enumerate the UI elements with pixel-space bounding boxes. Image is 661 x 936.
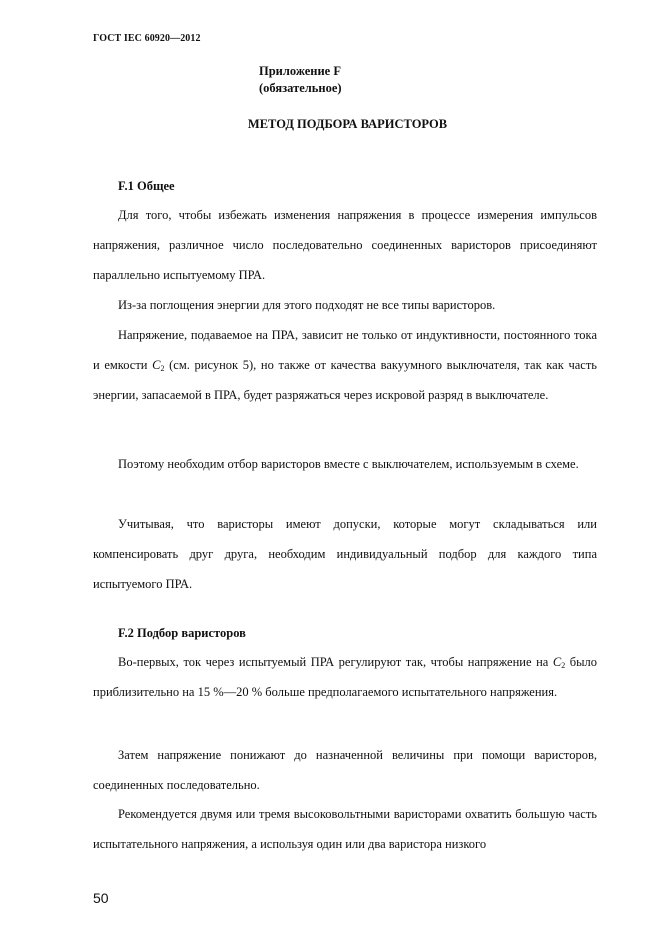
paragraph (93, 321, 597, 410)
document-title: МЕТОД ПОДБОРА ВАРИСТОРОВ (247, 117, 448, 131)
text-fragment: Напряжение, подаваемое на ПРА, зависит не только от индуктивности, постоянного тока и емкости (93, 328, 597, 372)
appendix-label: Приложение F (259, 64, 341, 78)
page-number: 50 (93, 890, 109, 906)
text-fragment: было приблизительно на 15 %—20 % больше предполагаемого испытательного напряжения. (93, 655, 598, 699)
capacitor-symbol: C (152, 357, 161, 372)
text-fragment: (см. рисунок 5), но также от качества вакуумного выключателя, так как часть энергии, запасаемой в ПРА, будет разряжаться через искровой разряд в выключателе. (93, 357, 597, 402)
capacitor-subscript: 2 (160, 363, 165, 373)
paragraph: Затем напряжение понижают до назначенной величины при помощи варисторов, соединенных последовательно. (93, 748, 597, 792)
text-fragment: Во-первых, ток через испытуемый ПРА регулируют так, чтобы напряжение на (118, 655, 553, 669)
appendix-label-block (259, 63, 342, 97)
paragraph: Поэтому необходим отбор варисторов вместе с выключателем, используемым в схеме. (118, 457, 579, 471)
paragraph: Из-за поглощения энергии для этого подходят не все типы варисторов. (118, 298, 496, 312)
paragraph: Рекомендуется двумя или тремя высоковольтными варисторами охватить большую часть испытательного напряжения, а используя один или два варистора низкого (93, 807, 597, 851)
paragraph: Для того, чтобы избежать изменения напряжения в процессе измерения импульсов напряжения, различное число последовательно соединенных варисторов присоединяют параллельно испытуемому ПРА. (93, 208, 597, 282)
capacitor-symbol: C (552, 655, 562, 669)
paragraph (93, 648, 597, 708)
capacitor-subscript: 2 (561, 661, 566, 670)
appendix-status: (обязательное) (259, 81, 342, 95)
section-heading-f2: F.2 Подбор варисторов (118, 626, 246, 640)
section-heading-f1: F.1 Общее (118, 179, 175, 193)
paragraph: Учитывая, что варисторы имеют допуски, которые могут складываться или компенсировать друг друга, необходим индивидуальный подбор для каждого типа испытуемого ПРА. (93, 517, 597, 591)
standard-header: ГОСТ IEC 60920—2012 (93, 33, 201, 44)
